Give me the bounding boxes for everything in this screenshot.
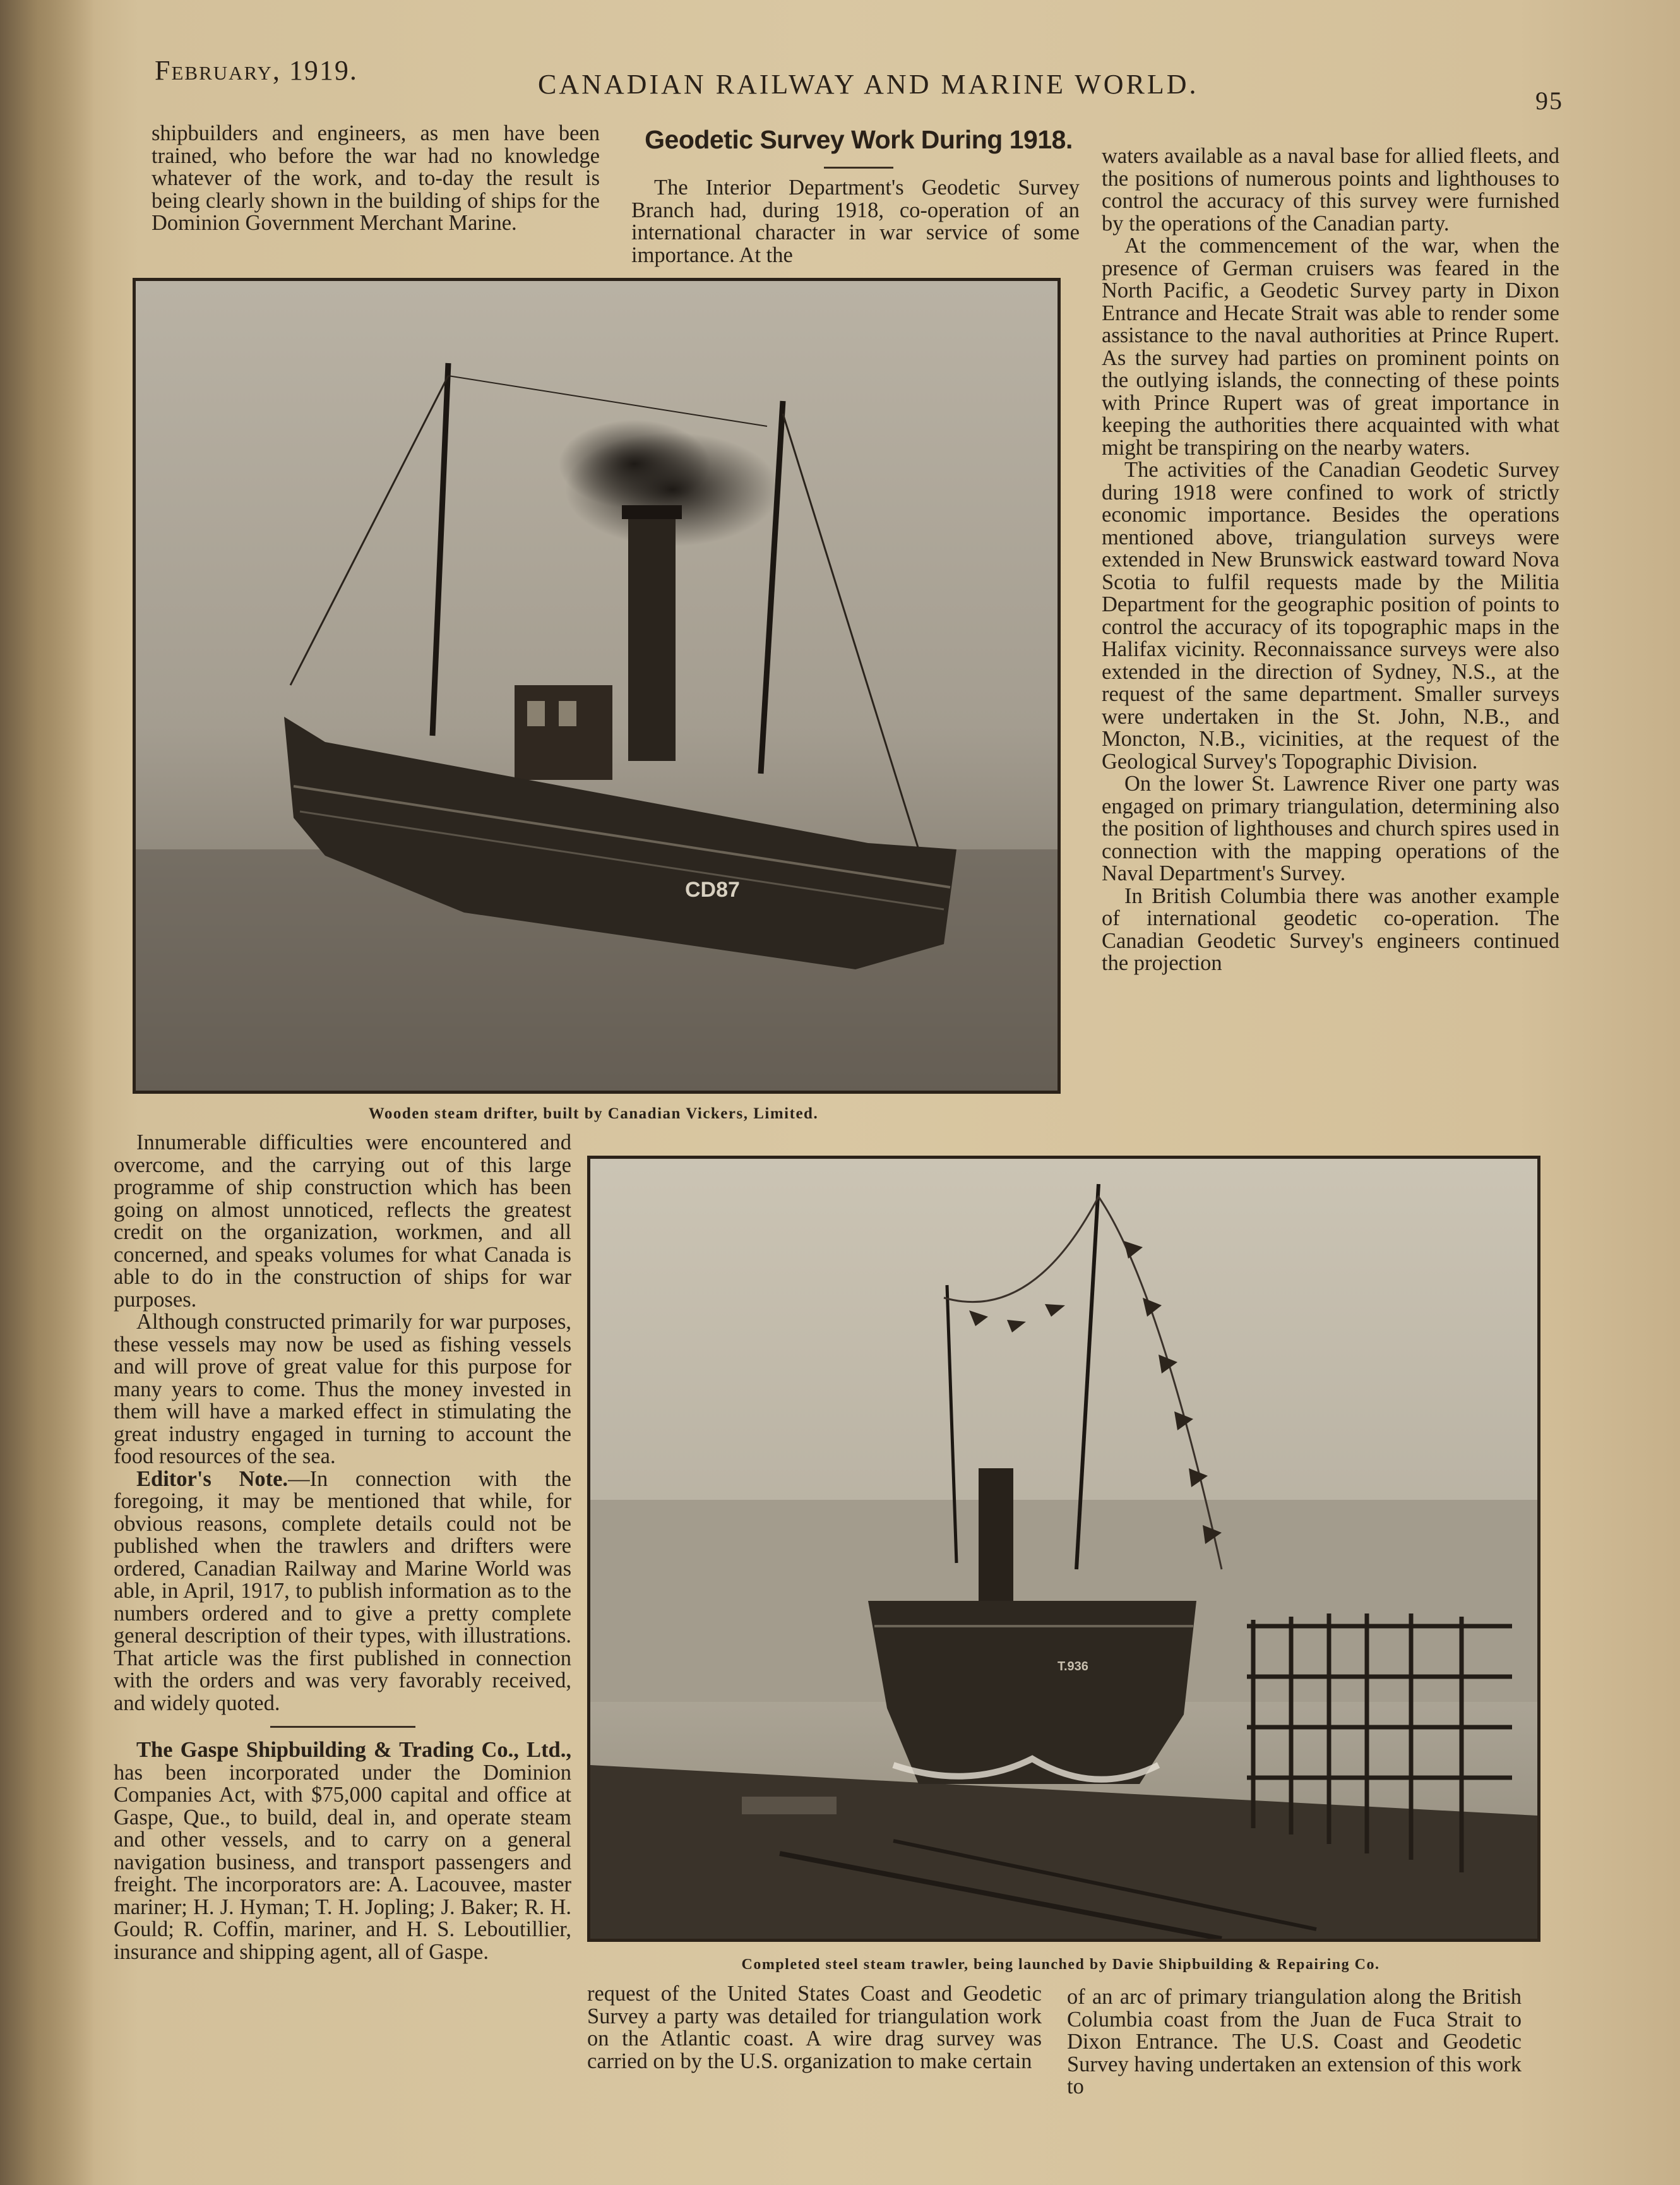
bottom-right-column — [1067, 1986, 1522, 2098]
drifter-caption: Wooden steam drifter, built by Canadian Vickers, Limited. — [368, 1105, 819, 1122]
article-headline: Geodetic Survey Work During 1918. — [645, 125, 1073, 154]
bottom-middle-column — [587, 1983, 1042, 2073]
section-rule — [270, 1726, 415, 1728]
gaspe-company-text: has been incorporated under the Dominion Companies Act, with $75,000 capital and office at Gaspe, Que., to build, deal in, and operate steam and other vessels, and to carry on a general navigation business, and transport passengers and freight. The incorporators are: A. Lacouvee, master mariner; H. J. Hyman; T. H. Jopling; J. Baker; R. H. Gould; R. Coffin, mariner, and H. S. Leboutillier, insurance and shipping agent, all of Gaspe. — [114, 1760, 571, 1964]
drifter-hull-marking: CD87 — [685, 878, 740, 902]
left-bottom-column — [114, 1132, 571, 1963]
gaspe-company-lead: The Gaspe Shipbuilding & Trading Co., Ltd., — [136, 1738, 571, 1762]
middle-intro-column — [631, 177, 1080, 266]
continued-paragraph: shipbuilders and engineers, as men have been trained, who before the war had no knowledge whatever of the work, and to-day the result is being clearly shown in the building of ships for the Dominion Government Merchant Marine. — [152, 121, 600, 235]
left-paragraph-1: Innumerable difficulties were encountered and overcome, and the carrying out of this large programme of ship construction which has been going on almost unnoticed, reflects the greatest credit on the organization, workmen, and all concerned, and speaks volumes for what Canada is able to do in the construction of ships for war purposes. — [114, 1130, 571, 1312]
right-paragraph-3: The activities of the Canadian Geodetic Survey during 1918 were confined to work of strictly economic importance. Besides the operations mentioned above, triangulation surveys were extended in New Brunswick eastward toward Nova Scotia to fulfil requests made by the Militia Department for the geographic position of points to control the accuracy of its topographic maps in the Halifax vicinity. Reconnaissance surveys were also extended in the direction of Sydney, N.S., at the request of the same department. Smaller surveys were undertaken in the St. John, N.B., and Moncton, N.B., vicinities, at the request of the Geological Survey's Topographic Division. — [1102, 458, 1559, 774]
trawler-caption: Completed steel steam trawler, being launched by Davie Shipbuilding & Repairing Co. — [741, 1956, 1380, 1973]
issue-date: February, 1919. — [155, 55, 358, 86]
right-column — [1102, 145, 1559, 975]
headline-rule — [824, 167, 893, 169]
editors-note-text: —In connection with the foregoing, it may be mentioned that while, for obvious reasons, complete details could not be published when the trawlers and drifters were ordered, Canadian Railway and Marine World was able, in April, 1917, to publish information as to the numbers ordered and to give a pretty complete general description of their types, with illustrations. That article was the first published in connection with the orders and was very favorably received, and widely quoted. — [114, 1466, 571, 1715]
publication-title: CANADIAN RAILWAY AND MARINE WORLD. — [538, 69, 1199, 100]
trawler-hull-marking: T.936 — [1057, 1660, 1088, 1673]
editors-note-lead: Editor's Note. — [136, 1466, 289, 1491]
right-paragraph-1: waters available as a naval base for allied fleets, and the positions of numerous points and lighthouses to control the accuracy of this survey were furnished by the operations of the Canadian party. — [1102, 144, 1559, 236]
right-paragraph-4: On the lower St. Lawrence River one party was engaged on primary triangulation, determining also the position of lighthouses and church spires used in connection with the mapping operations of the Naval Department's Survey. — [1102, 772, 1559, 885]
trawler-launch-photo — [587, 1156, 1540, 1942]
drifter-photo — [133, 278, 1061, 1094]
left-top-column — [152, 123, 600, 235]
right-paragraph-2: At the commencement of the war, when the presence of German cruisers was feared in the North Pacific, a Geodetic Survey party in Dixon Entrance and Hecate Strait was able to render some assistance to the naval authorities at Prince Rupert. As the survey had parties on prominent points on the outlying islands, the connecting of these points with Prince Rupert was of great importance in keeping the authorities there acquainted with what might be transpiring on the nearby waters. — [1102, 234, 1559, 460]
page-number: 95 — [1535, 87, 1563, 115]
bottom-right-paragraph: of an arc of primary triangulation along the British Columbia coast from the Juan de Fuca Strait to Dixon Entrance. The U.S. Coast and Geodetic Survey having undertaken an extension of this work to — [1067, 1985, 1522, 2098]
right-paragraph-5: In British Columbia there was another example of international geodetic co-operation. The Canadian Geodetic Survey's engineers continued the projection — [1102, 883, 1559, 975]
bottom-middle-paragraph: request of the United States Coast and Geodetic Survey a party was detailed for triangulation work on the Atlantic coast. A wire drag survey was carried on by the U.S. organization to make certain — [587, 1982, 1042, 2073]
binding-gutter-shadow — [0, 0, 95, 2185]
left-paragraph-2: Although constructed primarily for war purposes, these vessels may now be used as fishing vessels and will prove of great value for this purpose for many years to come. Thus the money invested in them will have a marked effect in stimulating the great industry engaged in turning to account the food resources of the sea. — [114, 1310, 571, 1468]
intro-paragraph: The Interior Department's Geodetic Survey Branch had, during 1918, co-operation of an international character in war service of some importance. At the — [631, 176, 1080, 267]
